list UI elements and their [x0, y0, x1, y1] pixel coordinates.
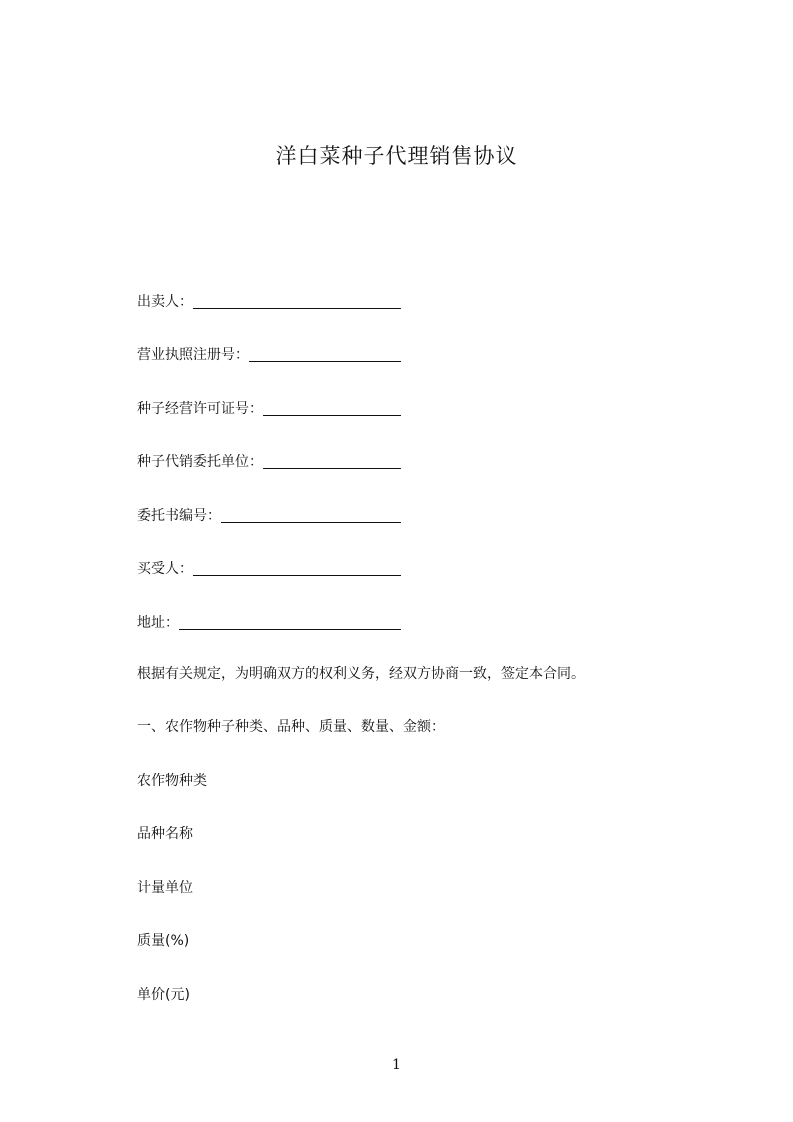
item-unit-price: 单价(元): [137, 987, 190, 1003]
business-license-field: [137, 343, 401, 365]
item-crop-type: 农作物种类: [137, 773, 207, 789]
buyer-field: [137, 557, 401, 579]
seed-permit-label: 种子经营许可证号：: [137, 401, 263, 417]
seed-permit-blank-line: [263, 400, 401, 416]
section-heading: 一、农作物种子种类、品种、质量、数量、金额：: [137, 719, 445, 735]
business-license-label: 营业执照注册号：: [137, 347, 249, 363]
address-blank-line: [179, 614, 401, 630]
buyer-blank-line: [193, 560, 401, 576]
business-license-blank-line: [249, 346, 401, 362]
seller-field: [137, 290, 401, 312]
item-unit: 计量单位: [137, 880, 193, 896]
authorization-number-field: [137, 504, 401, 526]
agreement-preamble: 根据有关规定，为明确双方的权利义务，经双方协商一致，签定本合同。: [137, 666, 585, 682]
address-label: 地址：: [137, 615, 179, 631]
page-title: 洋白菜种子代理销售协议: [275, 144, 518, 168]
item-quality: 质量(%): [137, 933, 190, 949]
buyer-label: 买受人：: [137, 561, 193, 577]
page-number: 1: [392, 1057, 401, 1073]
item-variety-name: 品种名称: [137, 826, 193, 842]
seed-permit-field: [137, 397, 401, 419]
consignor-blank-line: [263, 453, 401, 469]
authorization-number-label: 委托书编号：: [137, 508, 221, 524]
seller-label: 出卖人：: [137, 294, 193, 310]
authorization-number-blank-line: [221, 507, 401, 523]
address-field: [137, 611, 401, 633]
consignor-label: 种子代销委托单位：: [137, 454, 263, 470]
consignor-field: [137, 450, 401, 472]
seller-blank-line: [193, 293, 401, 309]
